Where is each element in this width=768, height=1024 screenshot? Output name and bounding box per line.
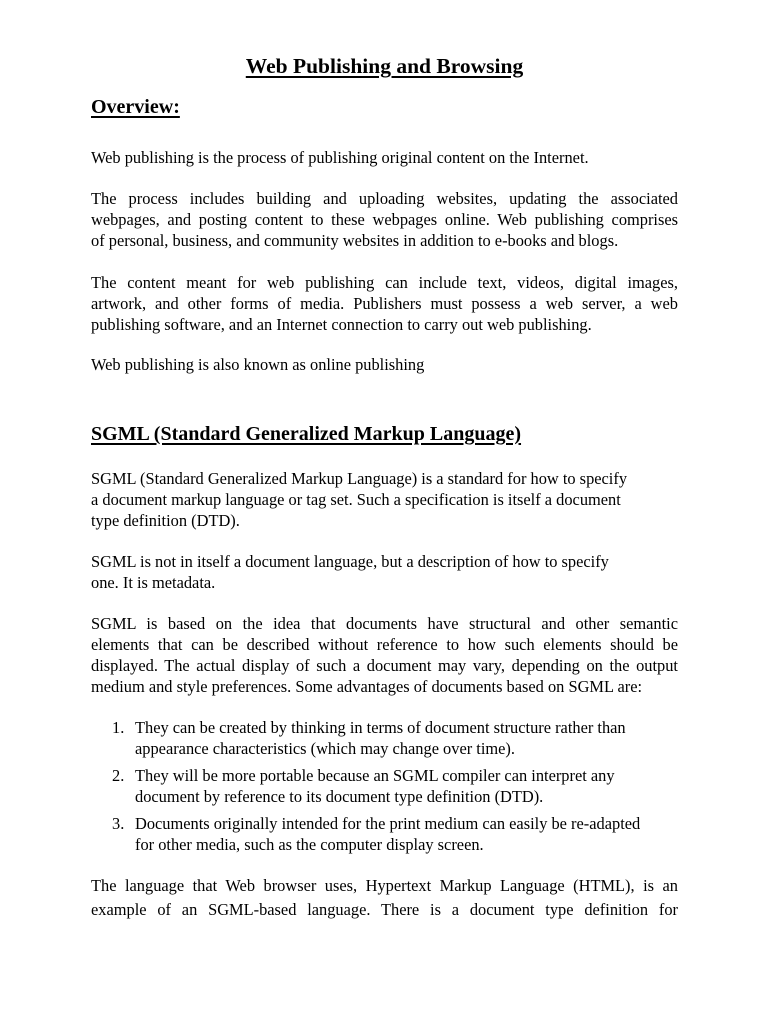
overview-paragraph-4: Web publishing is also known as online publishing (91, 355, 425, 374)
list-item: 3. Documents originally intended for the print medium can easily be re-adapted for other media, such as the computer display screen. (112, 814, 641, 854)
overview-paragraph-1: Web publishing is the process of publishing original content on the Internet. (91, 148, 589, 167)
overview-heading: Overview: (91, 96, 180, 118)
overview-paragraph-3: The content meant for web publishing can include text, videos, digital images, artwork, and other forms of media. Publishers must possess a web server, a web publishing software, and an Internet connection to carry out web publishing. (91, 273, 678, 334)
document-title: Web Publishing and Browsing (245, 54, 524, 78)
sgml-heading: SGML (Standard Generalized Markup Language) (91, 423, 522, 445)
list-item: 1. They can be created by thinking in terms of document structure rather than appearance characteristics (which may change over time). (112, 718, 626, 758)
sgml-advantages-list (91, 717, 678, 861)
list-item: 2. They will be more portable because an SGML compiler can interpret any document by reference to its document type definition (DTD). (112, 766, 615, 806)
document-page (91, 0, 678, 1024)
sgml-paragraph-3: SGML is based on the idea that documents have structural and other semantic elements that can be described without reference to how such elements should be displayed. The actual display of such a document may vary, depending on the output medium and style preferences. Some advantages of documents based on SGML are: (91, 614, 678, 696)
sgml-paragraph-2: SGML is not in itself a document language, but a description of how to specify one. It is metadata. (91, 552, 609, 592)
sgml-paragraph-4: The language that Web browser uses, Hypertext Markup Language (HTML), is an example of an SGML-based language. There is a document type definition for (91, 876, 678, 919)
overview-paragraph-2: The process includes building and uploading websites, updating the associated webpages, and posting content to these webpages online. Web publishing comprises of personal, business, and community websites in addition to e-books and blogs. (91, 189, 678, 250)
sgml-paragraph-1: SGML (Standard Generalized Markup Language) is a standard for how to specify a document markup language or tag set. Such a specification is itself a document type definition (DTD). (91, 469, 628, 530)
